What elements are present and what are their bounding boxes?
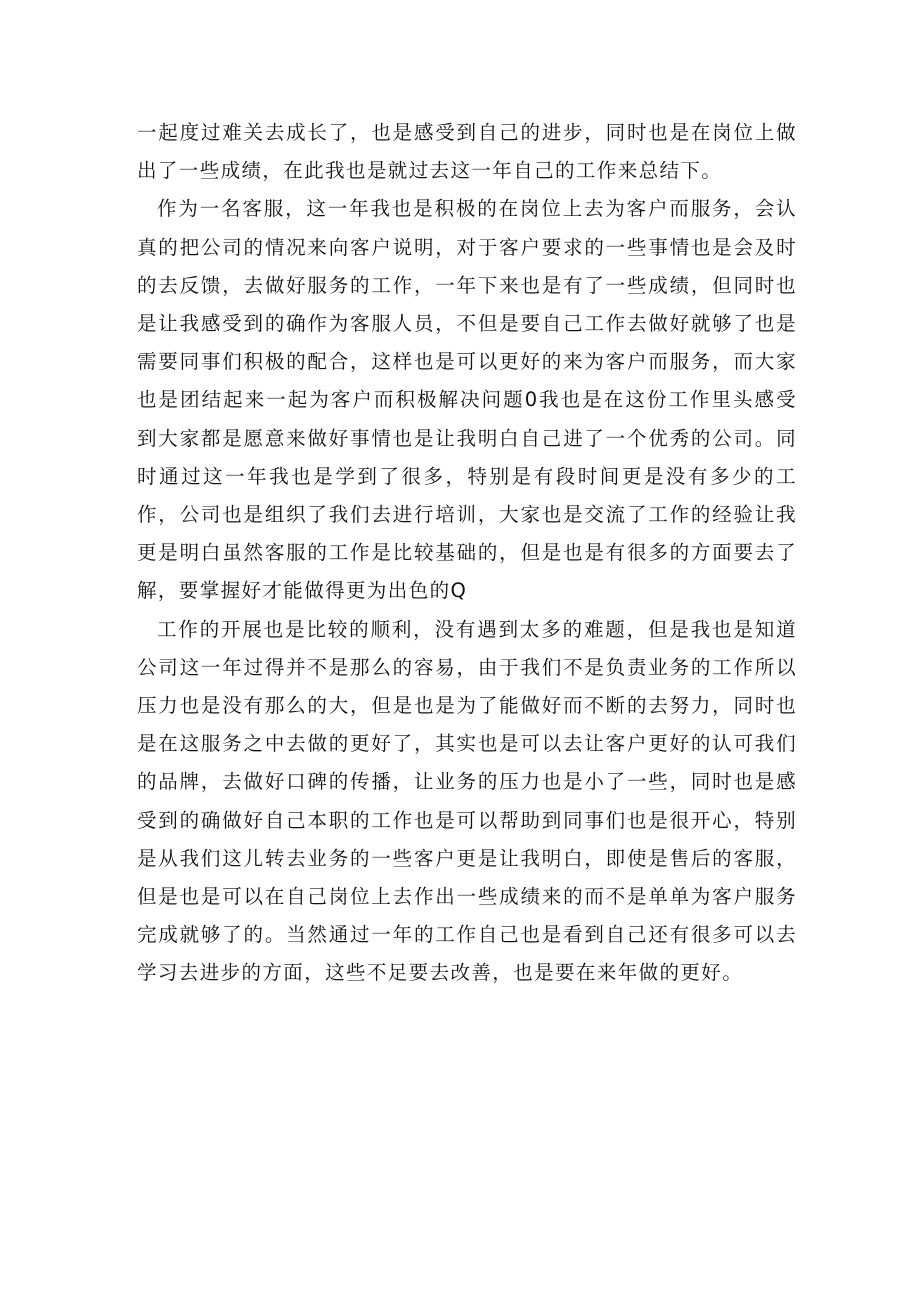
- paragraph-2: 作为一名客服，这一年我也是积极的在岗位上去为客户而服务，会认真的把公司的情况来向客户说明，对于客户要求的一些事情也是会及时的去反馈，去做好服务的工作，一年下来也是有了一些成绩，但同时也是让我感受到的确作为客服人员，不但是要自己工作去做好就够了也是需要同事们积极的配合，这样也是可以更好的来为客户而服务，而大家也是团结起来一起为客户而积极解决问题0我也是在这份工作里头感受到大家都是愿意来做好事情也是让我明白自己进了一个优秀的公司。同时通过这一年我也是学到了很多，特别是有段时间更是没有多少的工作，公司也是组织了我们去进行培训，大家也是交流了工作的经验让我更是明白虽然客服的工作是比较基础的，但是也是有很多的方面要去了解，要掌握好才能做得更为出色的Q: [137, 197, 797, 603]
- paragraph-3: 工作的开展也是比较的顺利，没有遇到太多的难题，但是我也是知道公司这一年过得并不是那么的容易，由于我们不是负责业务的工作所以压力也是没有那么的大，但是也是为了能做好而不断的去努力，同时也是在这服务之中去做的更好了，其实也是可以去让客户更好的认可我们的品牌，去做好口碑的传播，让业务的压力也是小了一些，同时也是感受到的确做好自己本职的工作也是可以帮助到同事们也是很开心，特别是从我们这儿转去业务的一些客户更是让我明白，即使是售后的客服，但是也是可以在自己岗位上去作出一些成绩来的而不是单单为客户服务完成就够了的。当然通过一年的工作自己也是看到自己还有很多可以去学习去进步的方面，这些不足要去改善，也是要在来年做的更好。: [137, 617, 797, 985]
- document-body: [137, 114, 797, 993]
- paragraph-1: 一起度过难关去成长了，也是感受到自己的进步，同时也是在岗位上做出了一些成绩，在此我也是就过去这一年自己的工作来总结下。: [137, 121, 797, 183]
